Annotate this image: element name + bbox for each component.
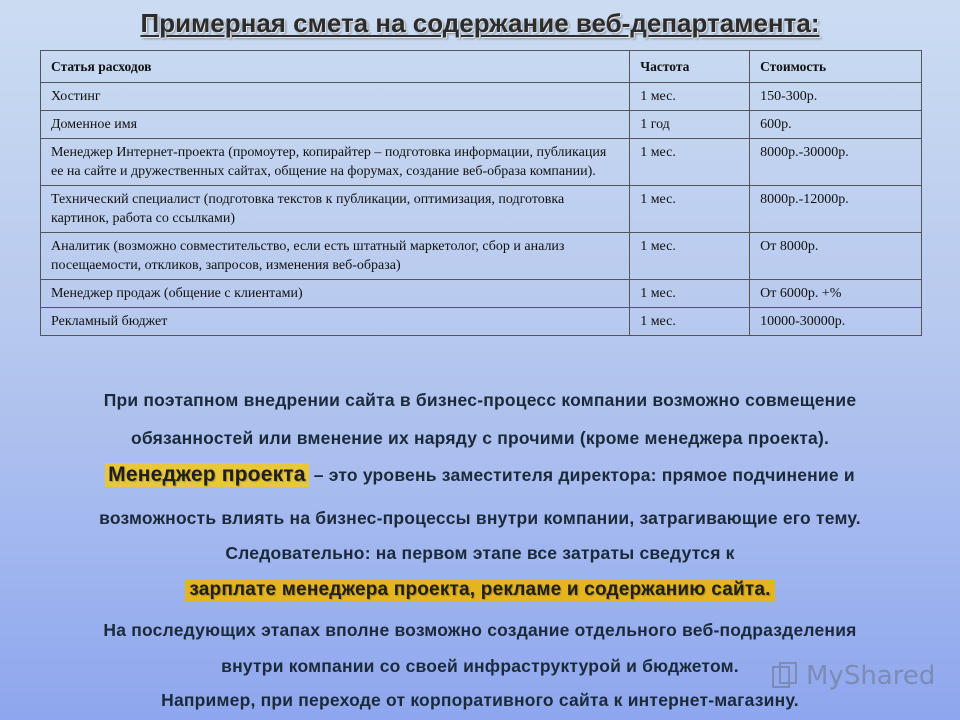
project-manager-line [0,463,960,487]
table-row [41,83,922,111]
budget-table [40,50,922,336]
paragraph-line: Например, при переходе от корпоративного сайта к интернет-магазину. [161,690,799,710]
cell-item: Хостинг [41,83,630,111]
paragraph-line: При поэтапном внедрении сайта в бизнес-процесс компании возможно совмещение [103,390,857,410]
header-cost: Стоимость [750,51,922,83]
myshared-logo-icon [770,661,800,691]
cell-frequency: 1 мес. [630,83,750,111]
paragraph-line: внутри компании со своей инфраструктурой и бюджетом. [221,656,739,676]
header-frequency: Частота [630,51,750,83]
cell-item: Менеджер продаж (общение с клиентами) [41,280,630,308]
cell-item: Рекламный бюджет [41,308,630,336]
cell-cost: 150-300р. [750,83,922,111]
project-manager-highlight: Менеджер проекта [105,463,309,487]
paragraph-line: Следовательно: на первом этапе все затраты сведутся к [225,543,735,563]
table-row [41,233,922,280]
cell-frequency: 1 мес. [630,233,750,280]
cell-cost: От 6000р. +% [750,280,922,308]
table-header-row [41,51,922,83]
cell-frequency: 1 год [630,111,750,139]
paragraph-line: На последующих этапах вполне возможно создание отдельного веб-подразделения [103,620,857,640]
cell-cost: 600р. [750,111,922,139]
cell-item: Технический специалист (подготовка текстов к публикации, оптимизация, подготовка картинок, работа со ссылками) [41,186,630,233]
cell-frequency: 1 мес. [630,139,750,186]
cell-item: Менеджер Интернет-проекта (промоутер, копирайтер – подготовка информации, публикация ее на сайте и дружественных сайтах, общение на форумах, создание веб-образа компании). [41,139,630,186]
conclusion-highlight: зарплате менеджера проекта, рекламе и содержанию сайта. [185,579,774,601]
paragraph-line: возможность влиять на бизнес-процессы внутри компании, затрагивающие его тему. [99,508,861,528]
cell-cost: От 8000р. [750,233,922,280]
table-row [41,111,922,139]
paragraph-text: – это уровень заместителя директора: прямое подчинение и [308,465,855,485]
page-title: Примерная смета на содержание веб-департамента: [140,8,820,38]
cell-frequency: 1 мес. [630,308,750,336]
cell-item: Доменное имя [41,111,630,139]
paragraph-line: обязанностей или вменение их наряду с прочими (кроме менеджера проекта). [130,428,830,448]
watermark-text: MyShared [806,661,936,691]
cell-cost: 10000-30000р. [750,308,922,336]
table-row [41,186,922,233]
cell-frequency: 1 мес. [630,280,750,308]
cell-cost: 8000р.-30000р. [750,139,922,186]
cell-frequency: 1 мес. [630,186,750,233]
table-row [41,308,922,336]
watermark [770,656,940,696]
table-row [41,139,922,186]
conclusion-line [0,579,960,601]
header-expense-item: Статья расходов [41,51,630,83]
cell-cost: 8000р.-12000р. [750,186,922,233]
cell-item: Аналитик (возможно совместительство, если есть штатный маркетолог, сбор и анализ посещаемости, откликов, запросов, изменения веб-образа) [41,233,630,280]
table-row [41,280,922,308]
